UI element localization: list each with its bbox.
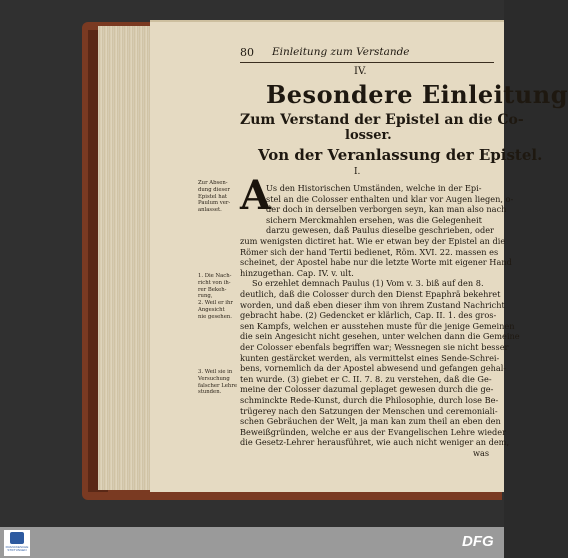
- margin-note-line: richt von ih-: [198, 279, 231, 286]
- body-line: deutlich, daß die Colosser durch den Dienst Epaphrä bekehret: [240, 289, 501, 299]
- title-line: Zum Verstand der Epistel an die Co-: [240, 112, 524, 128]
- page-edges: [98, 26, 158, 490]
- margin-note-line: anlasset.: [198, 207, 222, 214]
- sponsor-logo: DFG: [462, 533, 494, 550]
- margin-note-line: 1. Die Nach-: [198, 273, 232, 279]
- body-line: worden, und daß eben dieser ihm von ihrem Zustand Nachricht: [240, 299, 505, 310]
- body-line: stel an die Colosser enthalten und klar vor Augen liegen, o-: [266, 193, 514, 204]
- margin-note-line: 3. Weil sie in: [198, 369, 233, 375]
- section-number: IV.: [354, 66, 367, 77]
- body-line: ten wurde. (3) giebet er C. II. 7. 8. zu verstehen, daß die Ge-: [240, 373, 492, 384]
- page-number: 80: [240, 46, 254, 59]
- margin-note-line: stunden.: [198, 389, 222, 396]
- body-line: meine der Colosser dazumal geplaget gewesen durch die ge-: [240, 384, 494, 395]
- margin-note-line: dung dieser: [198, 186, 230, 193]
- margin-note-line: Epistel hat: [198, 193, 228, 200]
- body-line: So erzehlet demnach Paulus (1) Vom v. 3. biß auf den 8.: [252, 278, 484, 289]
- body-line: Us den Historischen Umständen, welche in der Epi-: [266, 183, 482, 193]
- header-rule: [240, 62, 494, 63]
- body-line: schminckte Rede-Kunst, durch die Philosophie, durch lose Be-: [240, 395, 499, 405]
- body-line: die sein Angesicht nicht gesehen, unter welchen dann die Gemeine: [240, 331, 520, 342]
- body-line: Beweißgründen, welche er aus der Evangelischen Lehre wieder: [240, 426, 507, 437]
- margin-note-line: falscher Lehre: [198, 382, 237, 389]
- body-line: scheinet, der Apostel habe nur die letzte Worte mit eigener Hand: [240, 257, 512, 268]
- body-line: der Colosser ebenfals begriffen war; Wessnegen sie nicht besser: [240, 342, 509, 352]
- body-line: was: [473, 448, 490, 458]
- body-line: kunten gestärcket werden, als vermittelst eines Sende-Schrei-: [240, 352, 500, 363]
- title-line: Besondere Einleitung: [266, 80, 568, 109]
- title-line: losser.: [345, 128, 392, 143]
- library-logo-icon: [10, 532, 24, 544]
- body-line: die Gesetz-Lehrer herausführet, wie auch nicht weniger an dem,: [240, 437, 510, 448]
- body-line: darzu gewesen, daß Paulus dieselbe geschrieben, oder: [266, 225, 494, 236]
- paragraph-number: I.: [354, 167, 361, 177]
- viewer-footer: [0, 527, 504, 558]
- subtitle: Von der Veranlassung der Epistel.: [258, 146, 543, 164]
- body-line: bens, vornemlich da der Apostel abwesend und gefangen gehal-: [240, 363, 507, 374]
- body-line: der doch in derselben verborgen seyn, kan man also nach: [266, 204, 507, 215]
- margin-note-line: rung,: [198, 293, 213, 300]
- body-line: hinzugethan. Cap. IV. v. ult.: [240, 267, 354, 278]
- body-line: gebracht habe. (2) Gedencket er klärlich, Cap. II. 1. des gros-: [240, 310, 497, 321]
- margin-note-line: 2. Weil er ihr: [198, 300, 233, 307]
- body-line: sichern Merckmahlen ersehen, was die Gelegenheit: [266, 214, 482, 225]
- drop-initial: A: [240, 172, 272, 219]
- margin-note-line: Zur Absen-: [198, 180, 228, 186]
- margin-note-line: Paulum ver-: [198, 200, 231, 207]
- body-line: sen Kampfs, welchen er ausstehen muste für die jenige Gemeinen: [240, 320, 515, 331]
- margin-note-line: Versuchung: [198, 375, 230, 382]
- body-line: schen Gebräuchen der Welt, ja man kan zum theil an eben den: [240, 416, 501, 427]
- running-head: Einleitung zum Verstande: [272, 46, 410, 58]
- body-line: trügerey nach den Satzungen der Menschen und ceremoniali-: [240, 405, 498, 416]
- margin-note-line: nie gesehen.: [198, 313, 232, 320]
- margin-note-line: rer Bekeh-: [198, 286, 227, 293]
- margin-note-line: Angesicht: [198, 307, 225, 313]
- body-line: zum wenigsten dictiret hat. Wie er etwan bey der Epistel an die: [240, 236, 506, 246]
- body-line: Römer sich der hand Tertii bedienet, Röm. XVI. 22. massen es: [240, 246, 499, 257]
- library-logo-text: FRANCKESCHE STIFTUNGEN: [5, 545, 29, 553]
